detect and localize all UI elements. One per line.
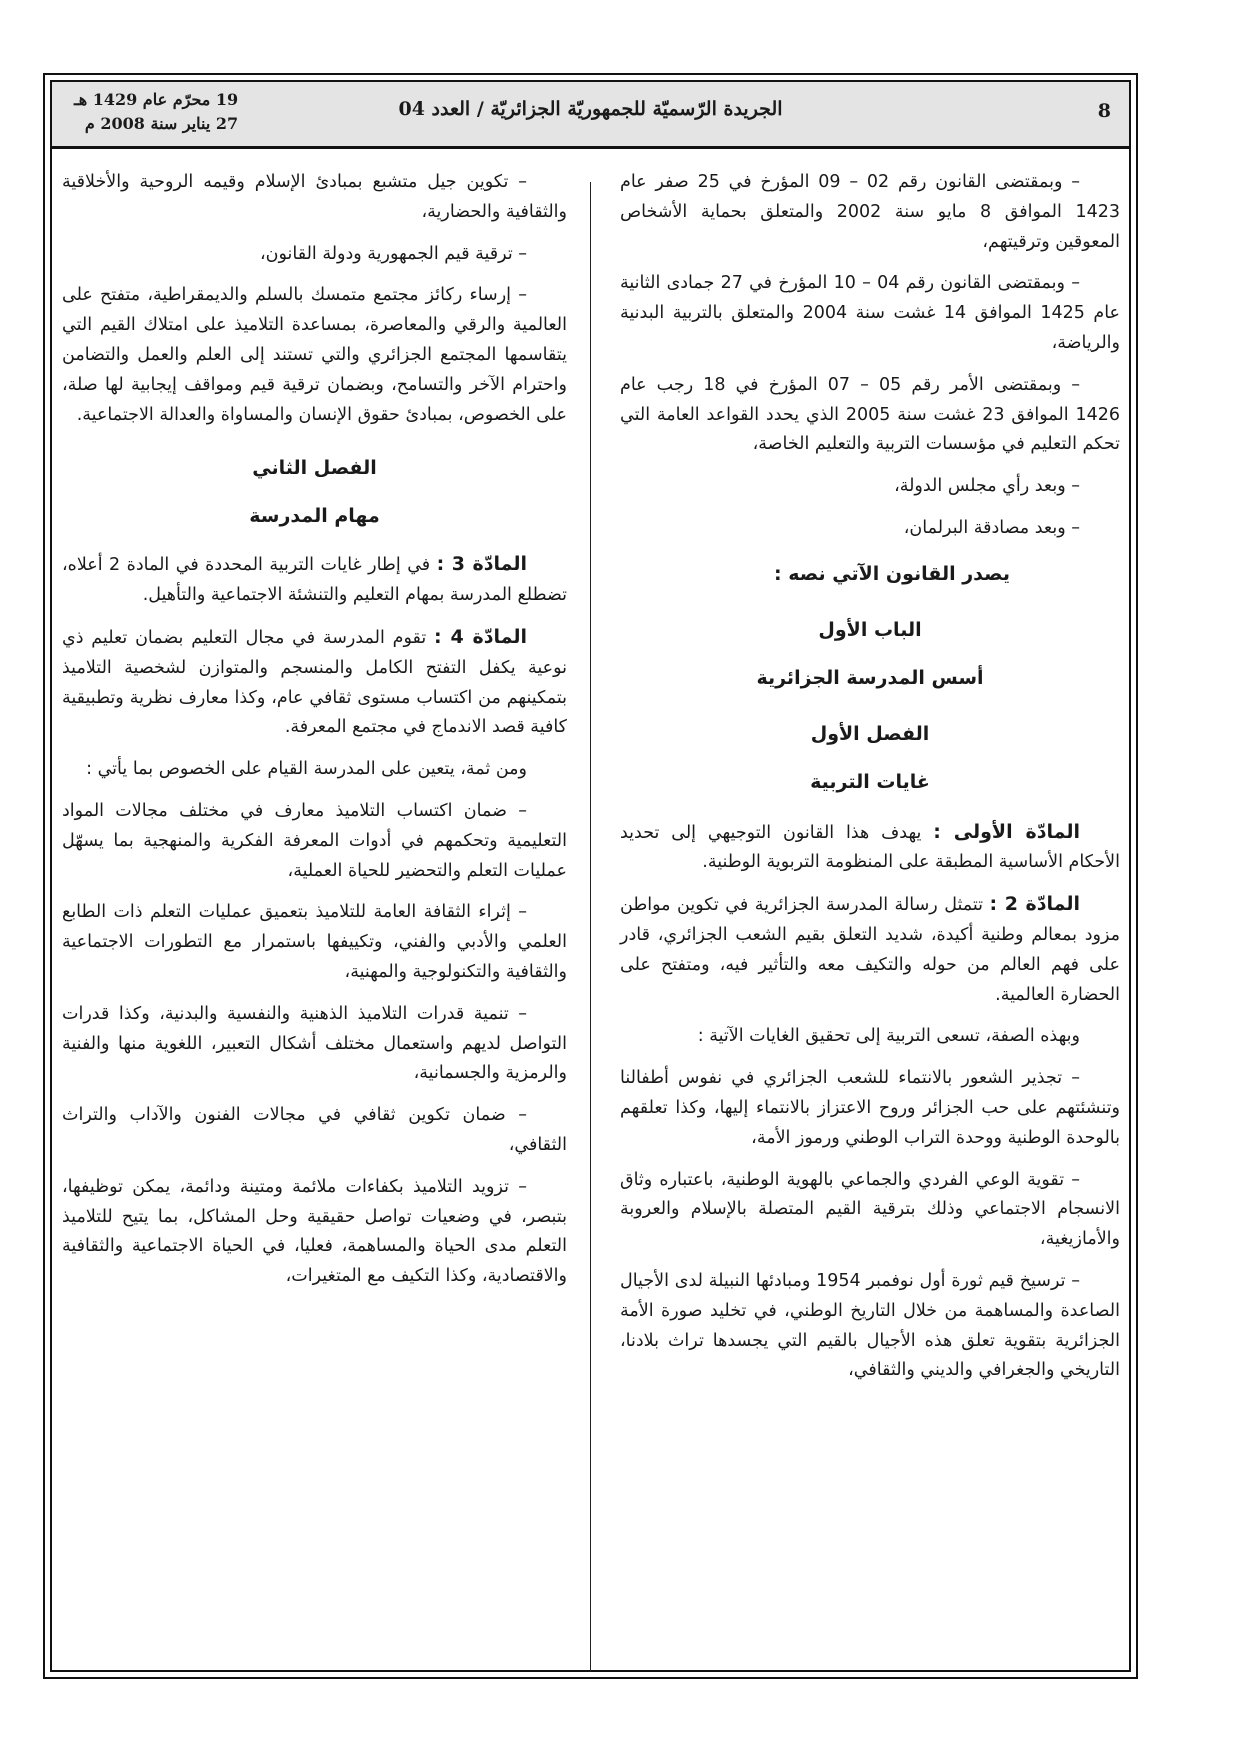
article-label: المادّة 4 : — [434, 625, 527, 648]
paragraph: – ضمان تكوين ثقافي في مجالات الفنون والآداب والتراث الثقافي، — [62, 1105, 567, 1155]
paragraph: وبهذه الصفة، تسعى التربية إلى تحقيق الغايات الآتية : — [697, 1026, 1080, 1047]
paragraph: – تكوين جيل متشبع بمبادئ الإسلام وقيمه الروحية والأخلاقية والثقافية والحضارية، — [62, 172, 567, 222]
article-text: تقوم المدرسة في مجال التعليم بضمان تعليم ذي نوعية يكفل التفتح الكامل والمنسجم والمتوازن لشخصية التلاميذ بتمكينهم من اكتساب مستوى ثقافي عام، وكذا معارف نظرية وتطبيقية كافية قصد الاندماج في مجتمع المعرفة. — [62, 627, 567, 738]
gazette-header — [52, 82, 1129, 149]
article-4 — [62, 623, 567, 743]
article-2 — [620, 890, 1120, 1010]
paragraph: – تنمية قدرات التلاميذ الذهنية والنفسية والبدنية، وكذا قدرات التواصل لديهم واستعمال مختلف أشكال التعبير، اللغوية منها والفنية والرمزية والجسمانية، — [62, 1003, 567, 1084]
date-hijri: 19 محرّم عام 1429 هـ — [74, 90, 239, 109]
chapter-title: الفصل الثاني — [252, 457, 377, 480]
gazette-title: الجريدة الرّسميّة للجمهوريّة الجزائريّة / العدد 04 — [398, 98, 783, 120]
paragraph: – إرساء ركائز مجتمع متمسك بالسلم والديمقراطية، متفتح على العالمية والرقي والمعاصرة، بمساعدة التلاميذ على امتلاك القيم التي يتقاسمها المجتمع الجزائري والتي تستند إلى العلم والعمل والتضامن واحترام الآخر والتسامح، وبضمان ترقية قيم ومواقف إيجابية لها صلة، على الخصوص، بمبادئ حقوق الإنسان والمساواة والعدالة الاجتماعية. — [62, 285, 567, 425]
paragraph: – تزويد التلاميذ بكفاءات ملائمة ومتينة ودائمة، يمكن توظيفها، بتبصر، في وضعيات تواصل حقيقية وحل المشاكل، بما يتيح للتلاميذ التعلم مدى الحياة والمساهمة، فعليا، في الحياة الاجتماعية والثقافية والاقتصادية، وكذا التكيف مع المتغيرات، — [62, 1176, 567, 1287]
right-column — [620, 168, 1120, 1398]
page-number: 8 — [1097, 100, 1111, 122]
article-text: تتمثل رسالة المدرسة الجزائرية في تكوين مواطن مزود بمعالم وطنية أكيدة، شديد التعلق بقيم الشعب الجزائري، قادر على فهم العالم من حوله والتكيف معه والتأثير فيه، ومتفتح على الحضارة العالمية. — [620, 895, 1120, 1005]
chapter-subtitle: مهام المدرسة — [249, 505, 380, 528]
article-3 — [62, 550, 567, 611]
paragraph: – وبمقتضى القانون رقم 04 – 10 المؤرخ في 27 جمادى الثانية عام 1425 الموافق 14 غشت سنة 2004 والمتعلق بالتربية البدنية والرياضة، — [620, 273, 1120, 353]
paragraph: – تجذير الشعور بالانتماء للشعب الجزائري في نفوس أطفالنا وتنشئتهم على حب الجزائر وروح الاعتزاز بالانتماء إليها، وكذا تعلقهم بالوحدة الوطنية ووحدة التراب الوطني ورموز الأمة، — [620, 1068, 1120, 1148]
left-column — [62, 168, 567, 1304]
paragraph: – تقوية الوعي الفردي والجماعي بالهوية الوطنية، باعتباره وثاق الانسجام الاجتماعي وذلك بترقية القيم المتصلة بالإسلام والعروبة والأمازيغية، — [620, 1169, 1120, 1250]
paragraph: ومن ثمة، يتعين على المدرسة القيام على الخصوص بما يأتي : — [86, 759, 527, 780]
article-1 — [620, 818, 1120, 879]
paragraph: – ترقية قيم الجمهورية ودولة القانون، — [259, 243, 527, 264]
promulgation-formula: يصدر القانون الآتي نصه : — [774, 562, 1010, 585]
paragraph: – ضمان اكتساب التلاميذ معارف في مختلف مجالات المواد التعليمية وتحكمهم في أدوات المعرفة الفكرية والمنهجية بما يسهّل عمليات التعلم والتحضير للحياة العملية، — [62, 800, 567, 881]
book-title: الباب الأول — [818, 618, 922, 641]
date-gregorian: 27 يناير سنة 2008 م — [84, 114, 239, 133]
paragraph: – وبعد مصادقة البرلمان، — [903, 517, 1080, 538]
paragraph: – وبمقتضى الأمر رقم 05 – 07 المؤرخ في 18 رجب عام 1426 الموافق 23 غشت سنة 2005 الذي يحدد القواعد العامة التي تحكم التعليم في مؤسسات التربية والتعليم الخاصة، — [620, 374, 1120, 455]
paragraph: – وبعد رأي مجلس الدولة، — [894, 476, 1080, 497]
paragraph: – إثراء الثقافة العامة للتلاميذ بتعميق عمليات التعلم ذات الطابع العلمي والأدبي والفني، وتكييفها باستمرار مع التطورات الاجتماعية والثقافية والتكنولوجية والمهنية، — [62, 902, 567, 982]
article-label: المادّة 3 : — [436, 553, 527, 576]
book-subtitle: أسس المدرسة الجزائرية — [756, 666, 984, 689]
article-text: يهدف هذا القانون التوجيهي إلى تحديد الأحكام الأساسية المطبقة على المنظومة التربوية الوطنية. — [620, 822, 1120, 873]
article-label: المادّة 2 : — [989, 893, 1080, 916]
issue-dates — [74, 88, 238, 136]
column-divider — [590, 182, 591, 1672]
paragraph: – وبمقتضى القانون رقم 02 – 09 المؤرخ في 25 صفر عام 1423 الموافق 8 مايو سنة 2002 والمتعلق بحماية الأشخاص المعوقين وترقيتهم، — [620, 172, 1120, 252]
article-text: في إطار غايات التربية المحددة في المادة 2 أعلاه، تضطلع المدرسة بمهام التعليم والتنشئة الاجتماعية والتأهيل. — [62, 555, 567, 606]
article-label: المادّة الأولى : — [933, 820, 1080, 843]
chapter-subtitle: غايات التربية — [810, 770, 930, 793]
chapter-title: الفصل الأول — [810, 722, 930, 745]
paragraph: – ترسيخ قيم ثورة أول نوفمبر 1954 ومبادئها النبيلة لدى الأجيال الصاعدة والمساهمة من خلال التاريخ الوطني، في تخليد صورة الأمة الجزائرية بتقوية تعلق هذه الأجيال بالقيم التي يجسدها تراث بلادنا، التاريخي والجغرافي والديني والثقافي، — [620, 1270, 1120, 1381]
